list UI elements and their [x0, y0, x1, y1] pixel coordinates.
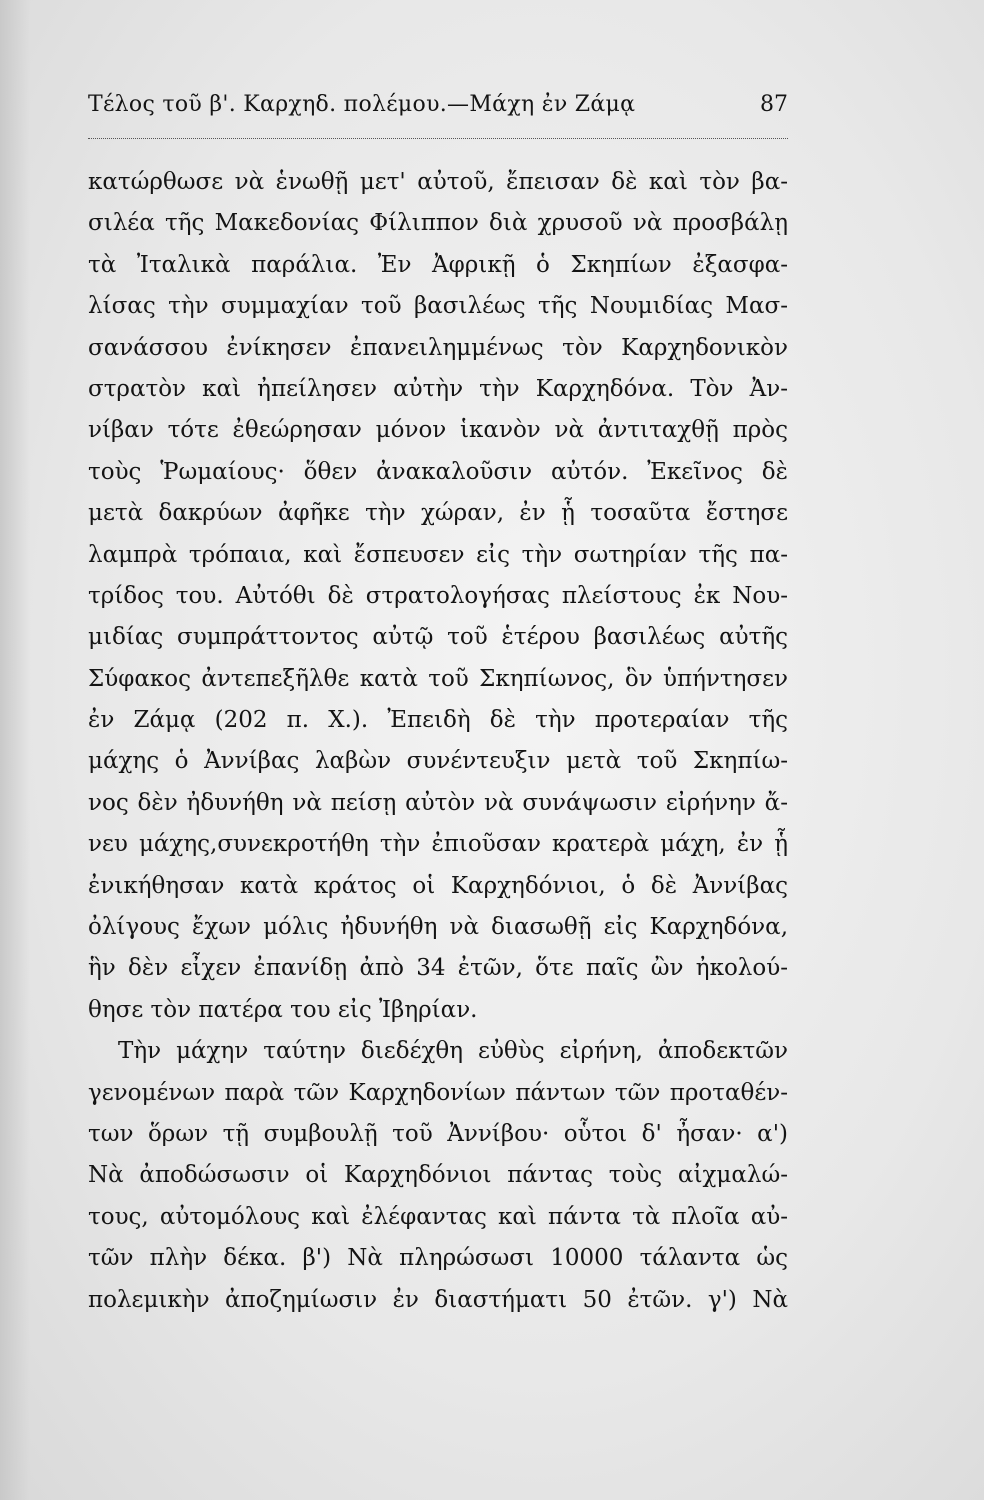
header-rule: [88, 138, 788, 139]
text-line: νευ μάχης,συνεκροτήθη τὴν ἐπιοῦσαν κρατερὰ μάχη, ἐν ᾗ: [88, 831, 788, 858]
text-line: τοὺς Ῥωμαίους· ὅθεν ἀνακαλοῦσιν αὐτόν. Ἐκεῖνος δὲ: [88, 458, 788, 485]
paragraph-start-line: Τὴν μάχην ταύτην διεδέχθη εὐθὺς εἰρήνη, ἀποδεκτῶν: [118, 1038, 788, 1065]
text-line: ὀλίγους ἔχων μόλις ἠδυνήθη νὰ διασωθῇ εἰς Καρχηδόνα,: [88, 914, 788, 941]
text-line: λίσας τὴν συμμαχίαν τοῦ βασιλέως τῆς Νουμιδίας Μασ-: [88, 293, 788, 320]
text-line: τρίδος του. Αὐτόθι δὲ στρατολογήσας πλείστους ἐκ Νου-: [88, 582, 788, 609]
text-line: σανάσσου ἐνίκησεν ἐπανειλημμένως τὸν Καρχηδονικὸν: [88, 334, 788, 361]
running-head-title: Τέλος τοῦ β'. Καρχηδ. πολέμου.—Μάχη ἐν Ζάμᾳ: [88, 92, 636, 117]
text-line: ἣν δὲν εἶχεν ἐπανίδῃ ἀπὸ 34 ἐτῶν, ὅτε παῖς ὢν ἠκολού-: [88, 955, 788, 982]
text-line: μάχης ὁ Ἀννίβας λαβὼν συνέντευξιν μετὰ τοῦ Σκηπίω-: [88, 748, 788, 775]
text-line: σιλέα τῆς Μακεδονίας Φίλιππον διὰ χρυσοῦ νὰ προσβάλῃ: [88, 210, 788, 237]
paragraph-end-line: θησε τὸν πατέρα του εἰς Ἰβηρίαν.: [88, 996, 478, 1023]
text-line: τους, αὐτομόλους καὶ ἐλέφαντας καὶ πάντα τὰ πλοῖα αὐ-: [88, 1203, 788, 1230]
binding-shadow: [0, 0, 30, 1500]
text-line: μιδίας συμπράττοντος αὐτῷ τοῦ ἑτέρου βασιλέως αὐτῆς: [88, 624, 788, 651]
text-line: πολεμικὴν ἀποζημίωσιν ἐν διαστήματι 50 ἐτῶν. γ') Νὰ: [88, 1286, 788, 1313]
text-line: Σύφακος ἀντεπεξῆλθε κατὰ τοῦ Σκηπίωνος, ὃν ὑπήντησεν: [88, 665, 788, 692]
text-line: τῶν πλὴν δέκα. β') Νὰ πληρώσωσι 10000 τάλαντα ὡς: [88, 1245, 788, 1272]
text-line: ἐνικήθησαν κατὰ κράτος οἱ Καρχηδόνιοι, ὁ δὲ Ἀννίβας: [88, 872, 788, 899]
text-line: γενομένων παρὰ τῶν Καρχηδονίων πάντων τῶν προταθέν-: [88, 1079, 788, 1106]
body-text: [88, 162, 788, 1321]
text-line: τὰ Ἰταλικὰ παράλια. Ἐν Ἀφρικῇ ὁ Σκηπίων ἐξασφα-: [88, 251, 788, 278]
running-head: [88, 92, 788, 128]
text-line: των ὅρων τῇ συμβουλῇ τοῦ Ἀννίβου· οὗτοι δ' ἦσαν· α'): [88, 1120, 788, 1147]
text-line: κατώρθωσε νὰ ἑνωθῇ μετ' αὐτοῦ, ἔπεισαν δὲ καὶ τὸν βα-: [88, 169, 788, 195]
text-line: νίβαν τότε ἐθεώρησαν μόνον ἱκανὸν νὰ ἀντιταχθῇ πρὸς: [88, 417, 788, 444]
text-line: Νὰ ἀποδώσωσιν οἱ Καρχηδόνιοι πάντας τοὺς αἰχμαλώ-: [88, 1162, 788, 1189]
text-line: νος δὲν ἠδυνήθη νὰ πείσῃ αὐτὸν νὰ συνάψωσιν εἰρήνην ἄ-: [88, 789, 788, 816]
text-line: ἐν Ζάμᾳ (202 π. Χ.). Ἐπειδὴ δὲ τὴν προτεραίαν τῆς: [88, 707, 788, 734]
text-line: στρατὸν καὶ ἠπείλησεν αὐτὴν τὴν Καρχηδόνα. Τὸν Ἀν-: [88, 375, 788, 402]
text-line: λαμπρὰ τρόπαια, καὶ ἔσπευσεν εἰς τὴν σωτηρίαν τῆς πα-: [88, 541, 788, 568]
page-number: 87: [760, 92, 788, 117]
text-line: μετὰ δακρύων ἀφῆκε τὴν χώραν, ἐν ᾗ τοσαῦτα ἔστησε: [88, 500, 788, 527]
